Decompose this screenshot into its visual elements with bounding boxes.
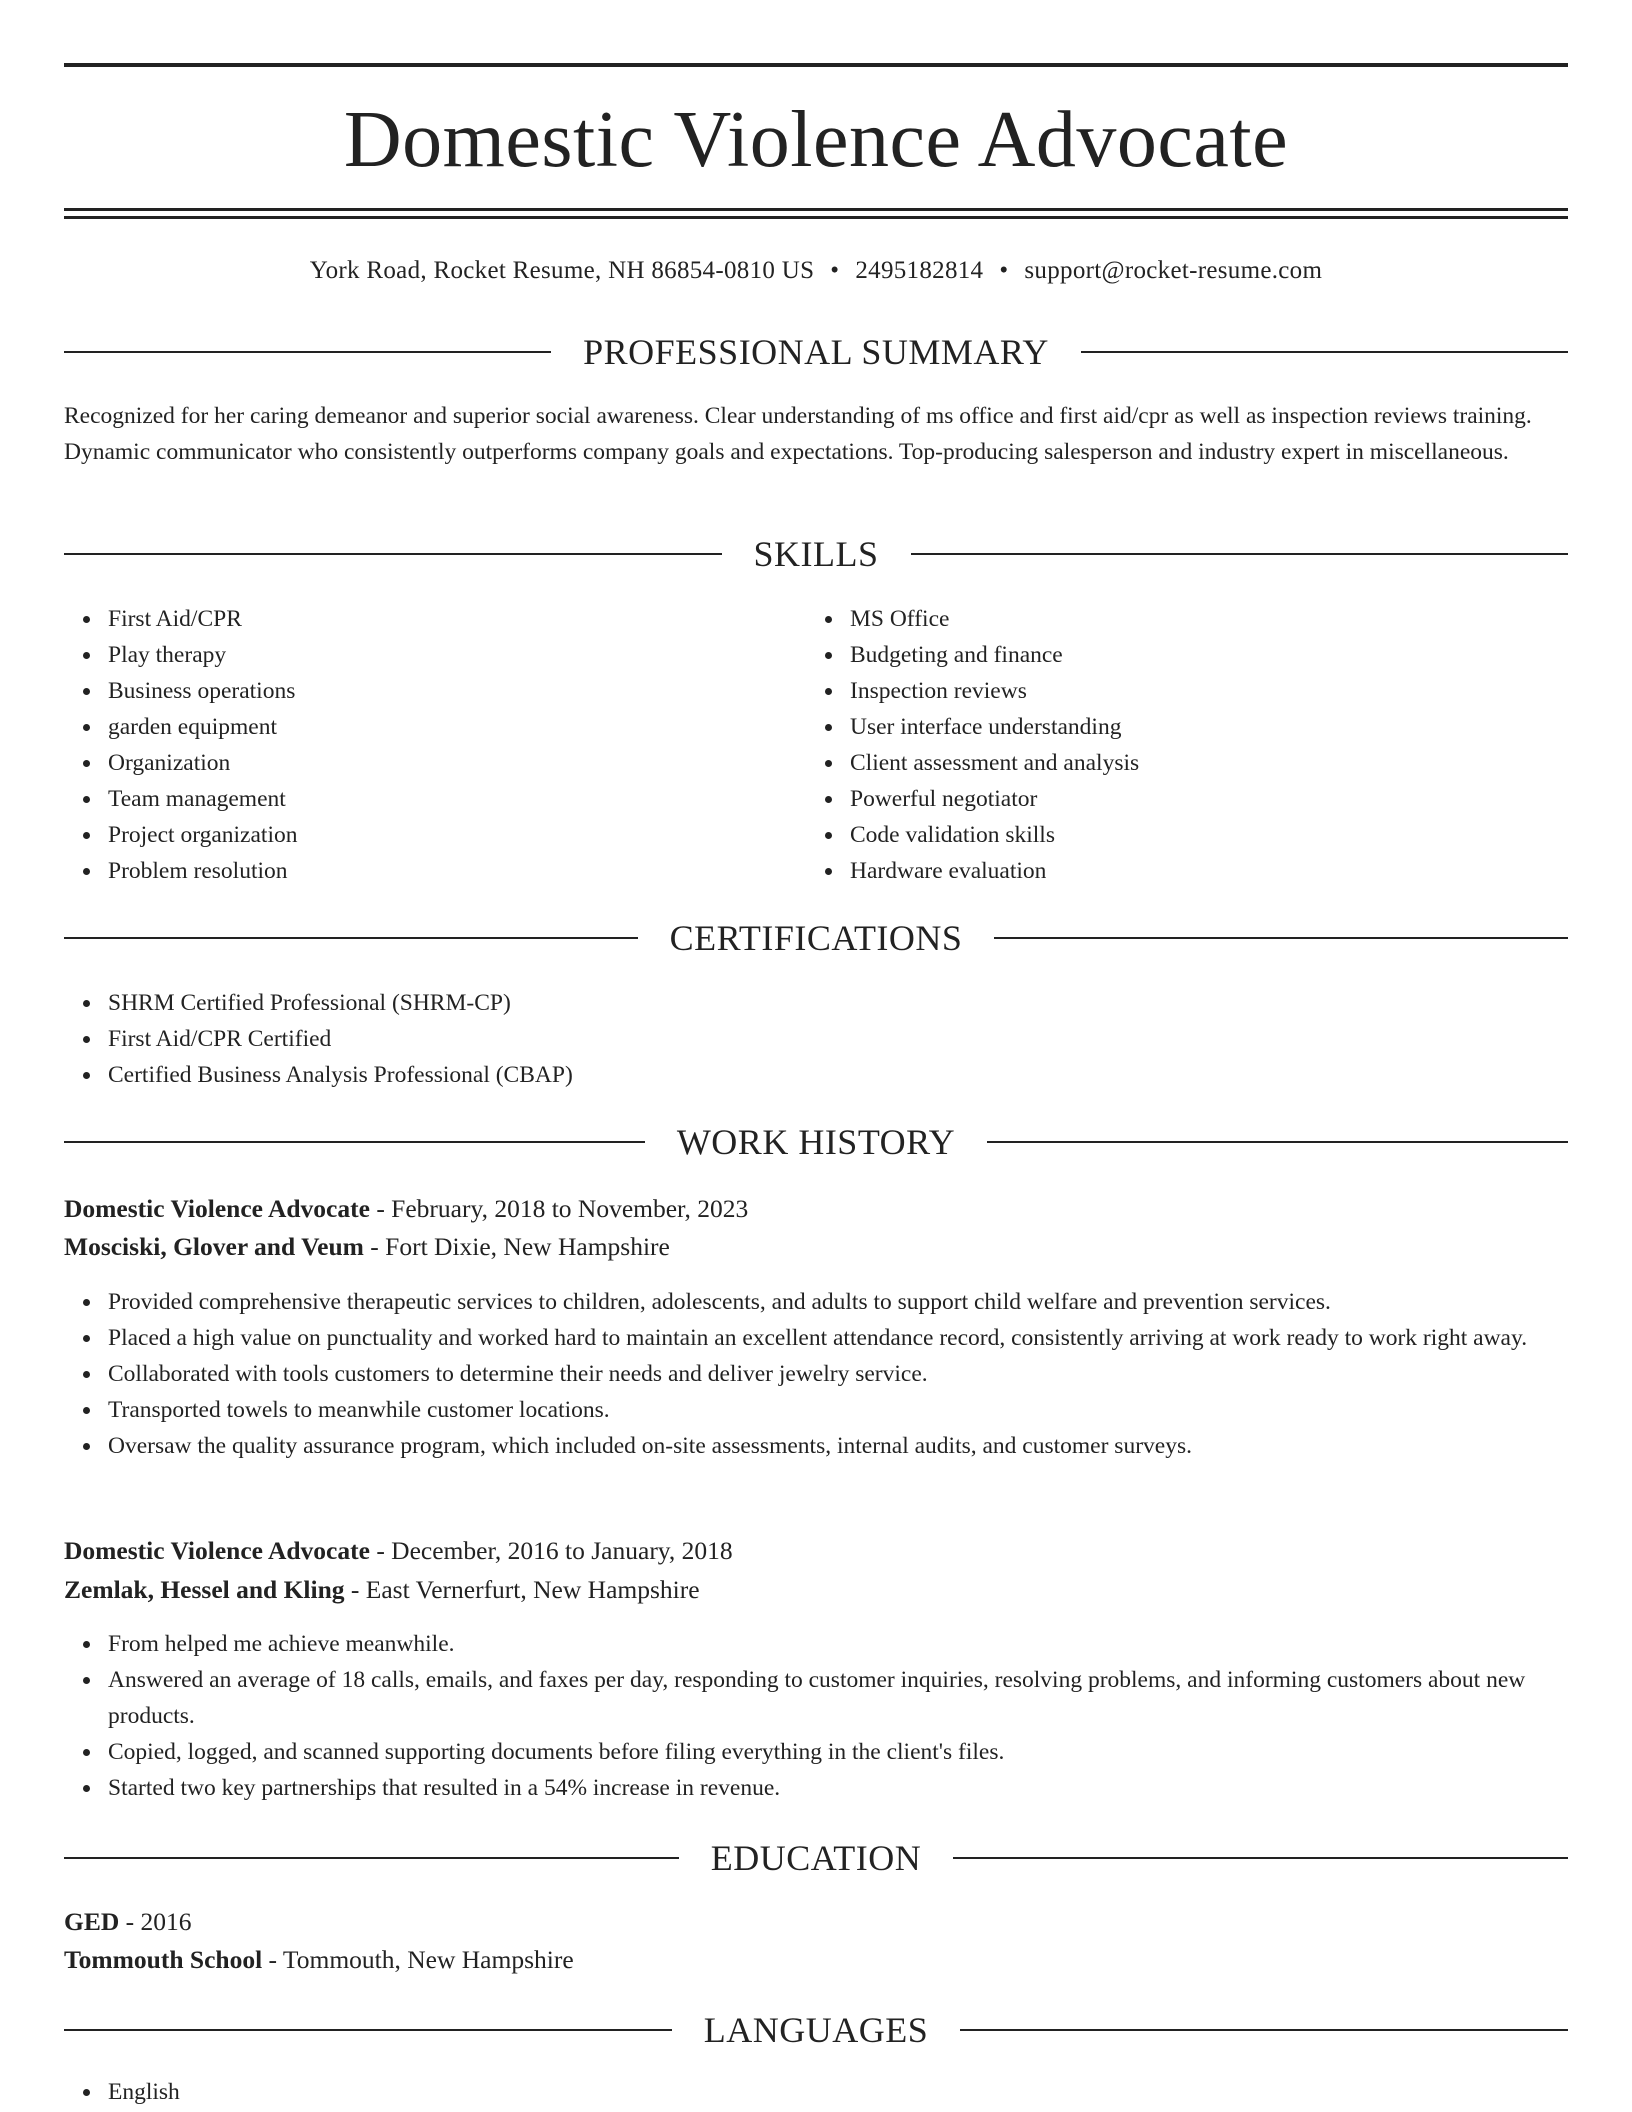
employer-location: - Fort Dixie, New Hampshire [370,1232,670,1261]
skill-item: Organization [108,745,808,781]
school-location: - Tommouth, New Hampshire [268,1945,574,1974]
certification-item: Certified Business Analysis Professional (CBAP) [108,1057,1568,1093]
contact-phone: 2495182814 [855,257,984,284]
heading-rule [1081,351,1568,353]
work-history-heading [64,1120,1568,1164]
job-dates: - December, 2016 to January, 2018 [376,1536,733,1565]
certifications-heading [64,916,1568,960]
heading-rule [64,2029,672,2031]
skill-item: Budgeting and finance [850,637,1550,673]
certifications-list [64,985,1568,1093]
employer-name: Zemlak, Hessel and Kling [64,1575,345,1604]
heading-rule [64,1857,679,1859]
skill-item: Problem resolution [108,853,808,889]
summary-text: Recognized for her caring demeanor and superior social awareness. Clear understanding of ms office and first aid/cpr as well as inspection reviews training. Dynamic communicator who consistently outperforms company goals and expectations. Top-producing salesperson and industry expert in miscellaneous. [64,403,1532,465]
employer-name: Mosciski, Glover and Veum [64,1232,364,1261]
title-rule-upper [64,208,1568,211]
school-name: Tommouth School [64,1945,263,1974]
skill-item: Team management [108,781,808,817]
skill-item: Project organization [108,817,808,853]
heading-rule [987,1141,1568,1143]
skill-item: First Aid/CPR [108,601,808,637]
summary-heading [64,330,1568,374]
heading-rule [64,1141,645,1143]
resume-title: Domestic Violence Advocate [343,96,1289,184]
summary-heading-label: PROFESSIONAL SUMMARY [583,332,1049,372]
job-bullet: Started two key partnerships that resulted in a 54% increase in revenue. [108,1770,1612,1806]
certification-item: SHRM Certified Professional (SHRM-CP) [108,985,1568,1021]
skill-item: User interface understanding [850,709,1550,745]
heading-rule [994,937,1568,939]
contact-line [64,254,1568,288]
skill-item: Inspection reviews [850,673,1550,709]
job-title-line [64,1533,1568,1569]
languages-heading [64,2008,1568,2052]
certification-item: First Aid/CPR Certified [108,1021,1568,1057]
employer-location: - East Vernerfurt, New Hampshire [350,1575,700,1604]
title-rule-lower [64,216,1568,219]
skills-list-right [806,601,1550,889]
skills-heading [64,532,1568,576]
heading-rule [953,1857,1568,1859]
job-bullet: Copied, logged, and scanned supporting documents before filing everything in the client's files. [108,1734,1612,1770]
heading-rule [911,553,1569,555]
contact-address: York Road, Rocket Resume, NH 86854-0810 US [309,257,815,284]
skill-item: Business operations [108,673,808,709]
skill-item: Play therapy [108,637,808,673]
skill-item: Powerful negotiator [850,781,1550,817]
job-bullet: Oversaw the quality assurance program, which included on-site assessments, internal audits, and customer surveys. [108,1428,1612,1464]
job-title-line [64,1191,1568,1227]
job-dates: - February, 2018 to November, 2023 [376,1194,749,1223]
school-line [64,1942,1568,1978]
job-bullets [64,1626,1612,1806]
top-rule [64,63,1568,67]
employer-line [64,1229,1568,1265]
job-bullets [64,1284,1612,1464]
education-heading-label: EDUCATION [710,1838,922,1878]
degree-line [64,1904,1568,1940]
degree-year: - 2016 [125,1907,192,1936]
education-heading [64,1836,1568,1880]
skill-item: Client assessment and analysis [850,745,1550,781]
languages-list [64,2074,1568,2110]
skill-item: Code validation skills [850,817,1550,853]
skills-list-left [64,601,808,889]
work-history-heading-label: WORK HISTORY [676,1122,956,1162]
heading-rule [64,937,638,939]
contact-separator: • [830,257,840,284]
heading-rule [64,351,551,353]
job-title: Domestic Violence Advocate [64,1194,370,1223]
heading-rule [64,553,722,555]
job-bullet: Transported towels to meanwhile customer locations. [108,1392,1612,1428]
job-title: Domestic Violence Advocate [64,1536,370,1565]
job-bullet: Answered an average of 18 calls, emails, and faxes per day, responding to customer inquiries, resolving problems, and informing customers about new products. [108,1662,1612,1734]
skill-item: Hardware evaluation [850,853,1550,889]
skills-heading-label: SKILLS [753,534,879,574]
language-item: English [108,2074,1568,2110]
employer-line [64,1572,1568,1608]
certifications-heading-label: CERTIFICATIONS [669,918,963,958]
heading-rule [960,2029,1568,2031]
languages-heading-label: LANGUAGES [703,2010,929,2050]
contact-separator: • [999,257,1009,284]
degree: GED [64,1907,120,1936]
job-bullet: Collaborated with tools customers to determine their needs and deliver jewelry service. [108,1356,1612,1392]
skill-item: garden equipment [108,709,808,745]
job-bullet: From helped me achieve meanwhile. [108,1626,1612,1662]
job-bullet: Placed a high value on punctuality and worked hard to maintain an excellent attendance record, consistently arriving at work ready to work right away. [108,1320,1612,1356]
contact-email: support@rocket-resume.com [1024,257,1323,284]
skill-item: MS Office [850,601,1550,637]
job-bullet: Provided comprehensive therapeutic services to children, adolescents, and adults to support child welfare and prevention services. [108,1284,1612,1320]
